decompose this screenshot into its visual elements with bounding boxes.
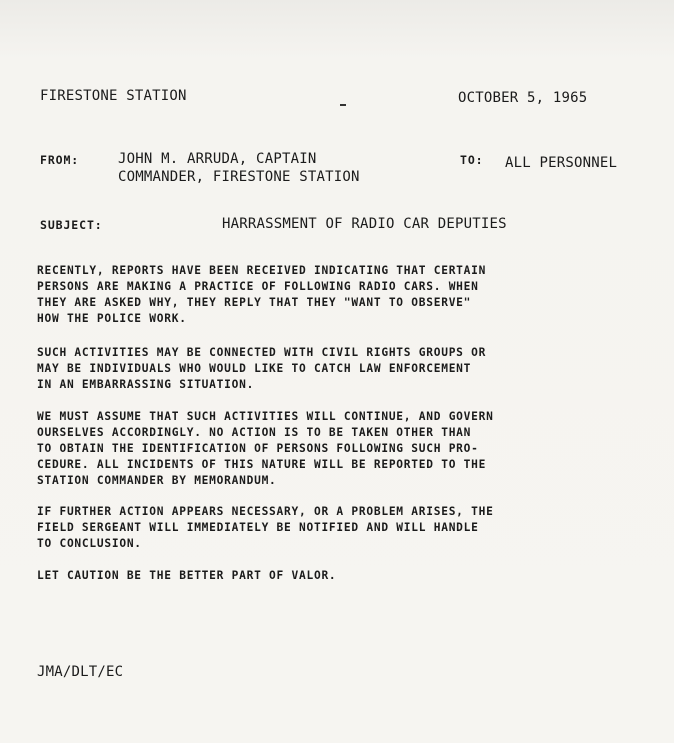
- from-label: FROM:: [40, 153, 80, 167]
- from-line-2: COMMANDER, FIRESTONE STATION: [118, 169, 360, 185]
- typist-initials: JMA/DLT/EC: [37, 664, 124, 680]
- stray-mark: [340, 104, 346, 106]
- to-value: ALL PERSONNEL: [505, 155, 618, 171]
- station-heading: FIRESTONE STATION: [40, 88, 187, 104]
- body-paragraph-4: IF FURTHER ACTION APPEARS NECESSARY, OR A PROBLEM ARISES, THE FIELD SERGEANT WILL IMMEDIATELY BE NOTIFIED AND WILL HANDLE TO CONCLUSION.: [37, 505, 494, 550]
- body-paragraph-2: SUCH ACTIVITIES MAY BE CONNECTED WITH CIVIL RIGHTS GROUPS OR MAY BE INDIVIDUALS WHO WOULD LIKE TO CATCH LAW ENFORCEMENT IN AN EMBARRASSING SITUATION.: [37, 346, 487, 391]
- subject-value: HARRASSMENT OF RADIO CAR DEPUTIES: [222, 216, 507, 232]
- memo-date: OCTOBER 5, 1965: [458, 90, 588, 106]
- to-label: TO:: [460, 153, 484, 167]
- subject-label: SUBJECT:: [40, 218, 103, 232]
- body-paragraph-5: LET CAUTION BE THE BETTER PART OF VALOR.: [37, 569, 337, 582]
- body-paragraph-1: RECENTLY, REPORTS HAVE BEEN RECEIVED INDICATING THAT CERTAIN PERSONS ARE MAKING A PRACTICE OF FOLLOWING RADIO CARS. WHEN THEY ARE ASKED WHY, THEY REPLY THAT THEY "WANT TO OBSERVE" HOW THE POLICE WORK.: [37, 264, 487, 325]
- from-line-1: JOHN M. ARRUDA, CAPTAIN: [118, 151, 317, 167]
- body-paragraph-3: WE MUST ASSUME THAT SUCH ACTIVITIES WILL CONTINUE, AND GOVERN OURSELVES ACCORDINGLY. NO ACTION IS TO BE TAKEN OTHER THAN TO OBTAIN THE IDENTIFICATION OF PERSONS FOLLOWING SUCH PRO- CEDURE. ALL INCIDENTS OF THIS NATURE WILL BE REPORTED TO THE STATION COMMANDER BY MEMORANDUM.: [37, 410, 494, 487]
